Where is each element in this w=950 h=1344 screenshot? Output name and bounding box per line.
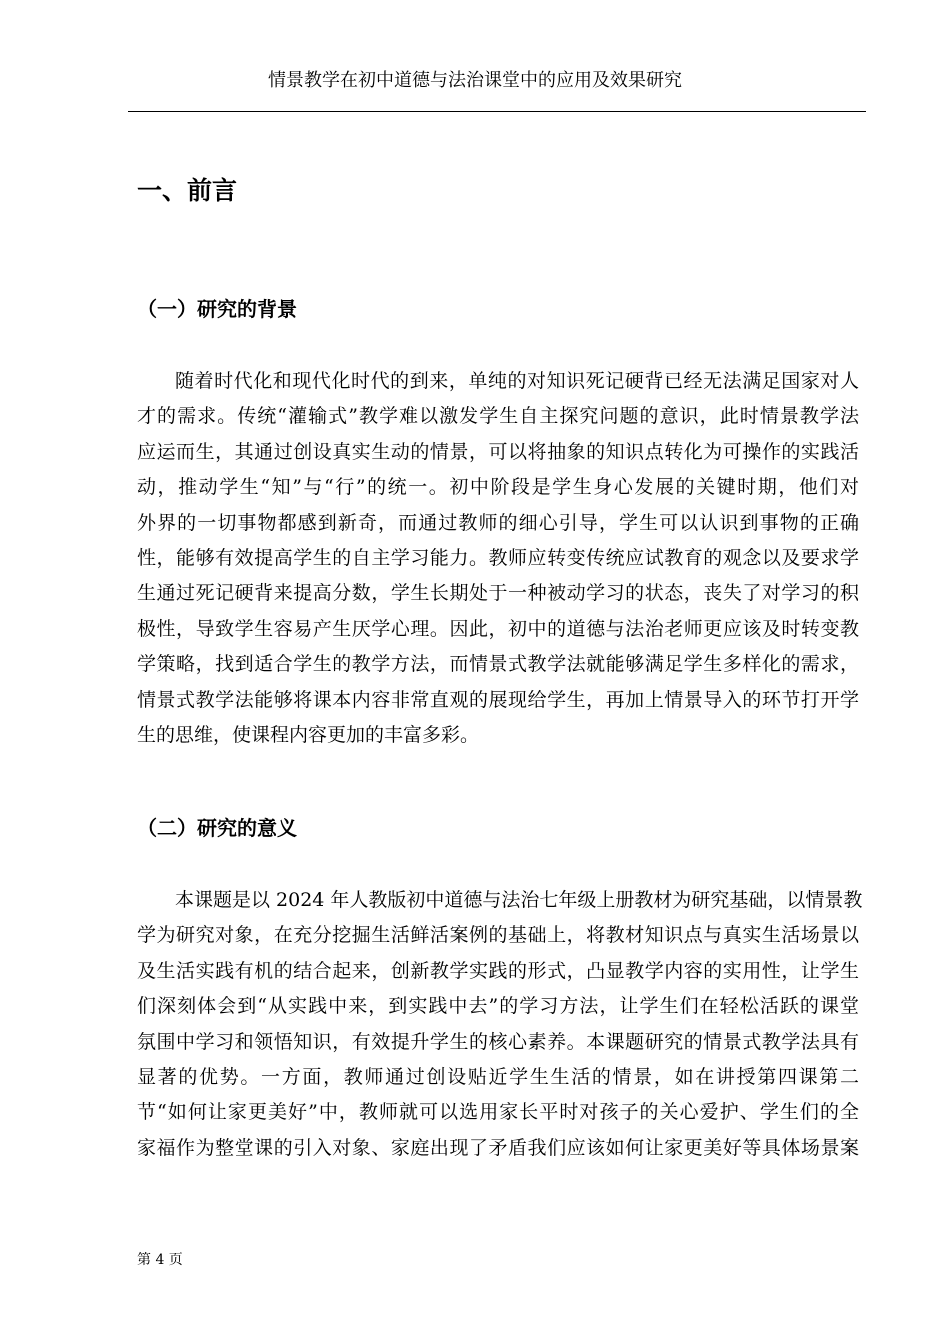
text-line: 显著的优势。一方面，教师通过创设贴近学生生活的情景，如在讲授第四课第二 <box>137 1066 859 1089</box>
paragraph-background <box>137 364 859 753</box>
text-line: 才的需求。传统“灌输式”教学难以激发学生自主探究问题的意识，此时情景教学法 <box>137 405 859 428</box>
text-line: 们深刻体会到“从实践中来，到实践中去”的学习方法，让学生们在轻松活跃的课堂 <box>137 995 859 1018</box>
section-title-significance: （二）研究的意义 <box>137 816 297 840</box>
text-line: 生的思维，使课程内容更加的丰富多彩。 <box>137 724 480 747</box>
paragraph-significance <box>137 883 863 1166</box>
section-title-background: （一）研究的背景 <box>137 297 297 321</box>
text-line: 极性，导致学生容易产生厌学心理。因此，初中的道德与法治老师更应该及时转变教 <box>137 617 859 640</box>
page-number: 第 4 页 <box>137 1252 183 1268</box>
chapter-title: 一、前言 <box>137 176 238 205</box>
text-line: 应运而生，其通过创设真实生动的情景，可以将抽象的知识点转化为可操作的实践活 <box>137 440 859 463</box>
text-line: 学策略，找到适合学生的教学方法，而情景式教学法就能够满足学生多样化的需求， <box>137 653 859 676</box>
text-line: 本课题是以 2024 年人教版初中道德与法治七年级上册教材为研究基础，以情景教 <box>175 889 863 911</box>
text-line: 动，推动学生“知”与“行”的统一。初中阶段是学生身心发展的关键时期，他们对 <box>137 476 859 499</box>
text-line: 家福作为整堂课的引入对象、家庭出现了矛盾我们应该如何让家更美好等具体场景案 <box>137 1136 859 1159</box>
text-line: 及生活实践有机的结合起来，创新教学实践的形式，凸显教学内容的实用性，让学生 <box>137 959 859 982</box>
text-line: 生通过死记硬背来提高分数，学生长期处于一种被动学习的状态，丧失了对学习的积 <box>137 582 859 605</box>
text-line: 氛围中学习和领悟知识，有效提升学生的核心素养。本课题研究的情景式教学法具有 <box>137 1030 859 1053</box>
text-line: 情景式教学法能够将课本内容非常直观的展现给学生，再加上情景导入的环节打开学 <box>137 688 859 711</box>
running-header: 情景教学在初中道德与法治课堂中的应用及效果研究 <box>268 70 682 91</box>
header-divider <box>128 111 866 112</box>
text-line: 节“如何让家更美好”中，教师就可以选用家长平时对孩子的关心爱护、学生们的全 <box>137 1101 859 1124</box>
text-line: 外界的一切事物都感到新奇，而通过教师的细心引导，学生可以认识到事物的正确 <box>137 511 859 534</box>
text-line: 学为研究对象，在充分挖掘生活鲜活案例的基础上，将教材知识点与真实生活场景以 <box>137 924 859 947</box>
text-line: 随着时代化和现代化时代的到来，单纯的对知识死记硬背已经无法满足国家对人 <box>175 370 859 392</box>
text-line: 性，能够有效提高学生的自主学习能力。教师应转变传统应试教育的观念以及要求学 <box>137 547 859 570</box>
